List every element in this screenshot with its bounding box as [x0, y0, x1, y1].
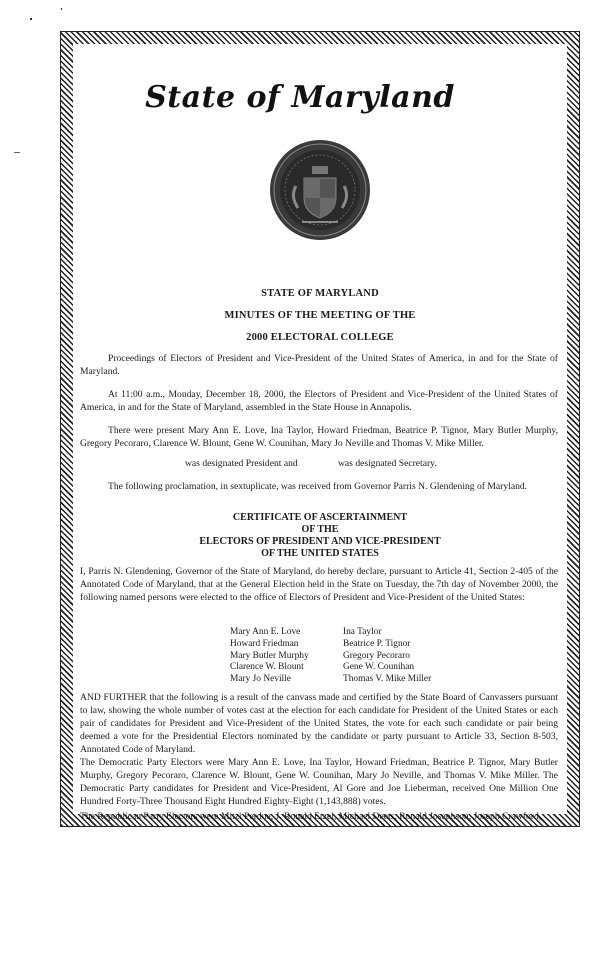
elector-name: Mary Butler Murphy — [230, 650, 309, 661]
elector-name: Mary Ann E. Love — [230, 627, 301, 637]
elector-name: Howard Friedman — [230, 638, 299, 649]
paragraph-proclamation: The following proclamation, in sextuplicate, was received from Governor Parris N. Glendening of Maryland. — [108, 481, 528, 492]
heading-state: STATE OF MARYLAND — [261, 288, 379, 299]
certificate-of-the: OF THE — [301, 524, 339, 535]
certificate-title: CERTIFICATE OF ASCERTAINMENT — [232, 512, 408, 523]
designated-secretary-text: was designated Secretary. — [338, 458, 437, 469]
elector-name: Thomas V. Mike Miller — [343, 674, 432, 685]
scan-speck — [30, 18, 32, 20]
elector-name: Ina Taylor — [343, 627, 382, 637]
certificate-electors: ELECTORS OF PRESIDENT AND VICE-PRESIDENT — [199, 536, 441, 547]
paragraph-proceedings: Proceedings of Electors of President and Vice-President of the United States of America, in and for the State of Maryland. — [80, 353, 558, 377]
maryland-seal-icon — [268, 138, 372, 242]
scan-speck — [61, 8, 62, 10]
elector-name: Beatrice P. Tignor — [343, 638, 411, 649]
scan-mark — [14, 152, 20, 153]
electors-column-right — [343, 627, 431, 686]
elector-name: Gregory Pecoraro — [343, 650, 410, 661]
elector-name: Mary Jo Neville — [230, 674, 291, 685]
certificate-us: OF THE UNITED STATES — [261, 548, 379, 559]
heading-minutes: MINUTES OF THE MEETING OF THE — [224, 310, 416, 321]
paragraph-present: There were present Mary Ann E. Love, Ina Taylor, Howard Friedman, Beatrice P. Tignor, Mary Butler Murphy, Gregory Pecoraro, Clarence W. Blount, Gene W. Counihan, Mary Jo Neville and Thomas V. Mike Miller. — [80, 425, 558, 449]
heading-electoral-college: 2000 ELECTORAL COLLEGE — [246, 332, 394, 343]
elector-name: Clarence W. Blount — [230, 662, 304, 673]
designated-president-text: was designated President and — [185, 458, 298, 469]
paragraph-declaration: I, Parris N. Glendening, Governor of the State of Maryland, do hereby declare, pursuant to Article 41, Section 2-405 of the Annotated Code of Maryland, that at the General Election held in the State on Tuesday, the 7th day of November 2000, the following named persons were elected to the office of Electors of President and Vice-President of the United States: — [80, 566, 558, 603]
elector-name: Gene W. Counihan — [343, 662, 415, 673]
electors-column-left — [230, 627, 309, 686]
paragraph-meeting: At 11:00 a.m., Monday, December 18, 2000, the Electors of President and Vice-President of the United States of America, in and for the State of Maryland, assembled in the State House in Annapolis. — [80, 389, 558, 413]
paragraph-republican: The Republican Party Electors were Mitzi Perdue, J. Ronald Etzel, Michael Deets, Ronald Josephson, Joseph Crawford, — [80, 811, 542, 822]
document-title: State of Maryland — [145, 80, 455, 115]
paragraph-democratic: The Democratic Party Electors were Mary Ann E. Love, Ina Taylor, Howard Friedman, Beatrice P. Tignor, Mary Butler Murphy, Gregory Pecoraro, Clarence W. Blount, Gene W. Counihan, Mary Jo Neville, and Thomas V. Mike Miller. The Democratic Party candidates for President and Vice-President, Al Gore and Joe Lieberman, received One Million One Hundred Forty-Three Thousand Eight Hundred Eighty-Eight (1,143,888) votes. — [80, 757, 558, 807]
paragraph-canvass: AND FURTHER that the following is a result of the canvass made and certified by the State Board of Canvassers pursuant to law, showing the whole number of votes cast at the election for each candidate for President of the United States or each pair of candidates for President and Vice-President of the United States, the vote for each such candidate or pair being deemed a vote for the Presidential Electors nominated by the candidate or party pursuant to Article 33, Section 8-503, Annotated Code of Maryland. — [80, 692, 558, 755]
